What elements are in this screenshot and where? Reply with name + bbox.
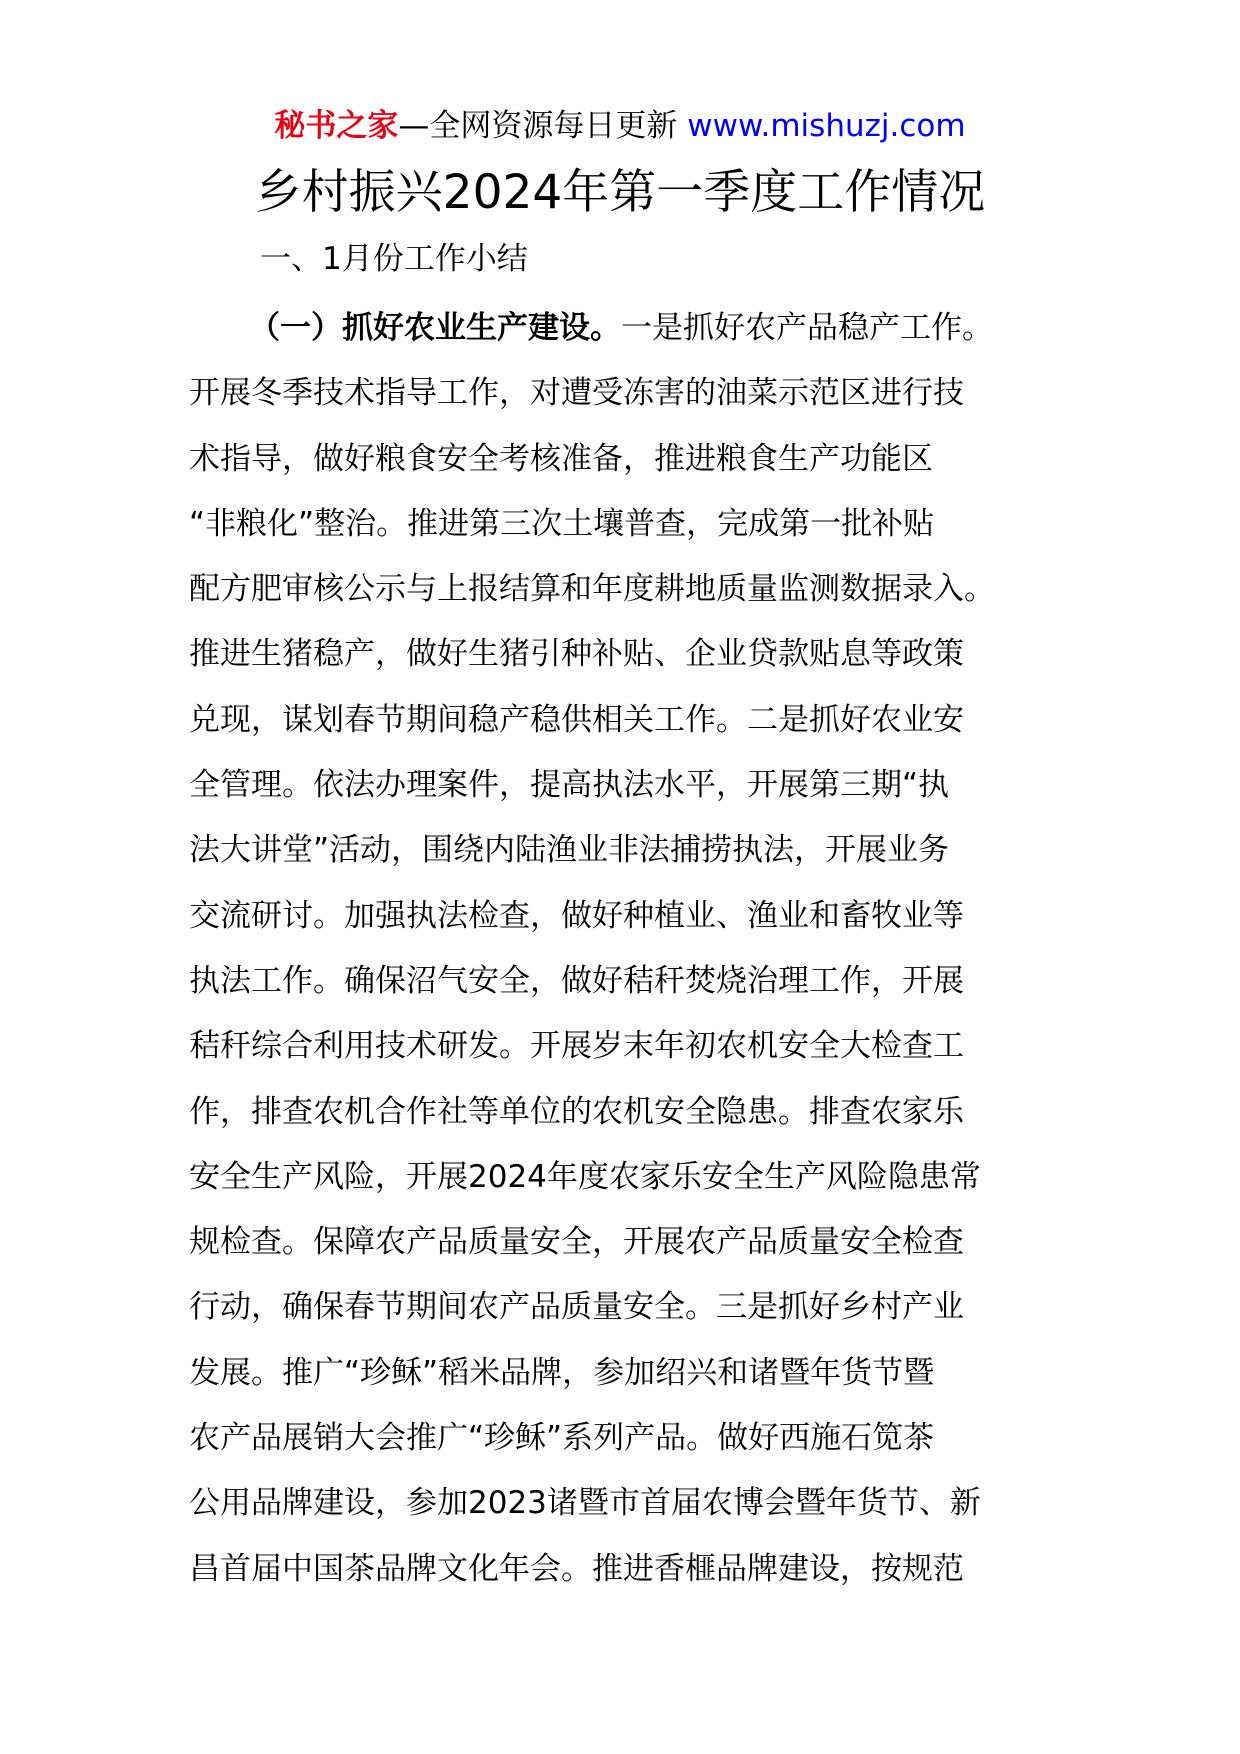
paragraph-line: 推进生猪稳产，做好生猪引种补贴、企业贷款贴息等政策 bbox=[189, 636, 964, 673]
paragraph-line: 行动，确保春节期间农产品质量安全。三是抓好乡村产业 bbox=[189, 1289, 964, 1326]
paragraph-line: 昌首届中国茶品牌文化年会。推进香榧品牌建设，按规范 bbox=[189, 1550, 964, 1587]
paragraph-line: 规检查。保障农产品质量安全，开展农产品质量安全检查 bbox=[189, 1224, 964, 1261]
paragraph-line-text: 一是抓好农产品稳产工作。 bbox=[621, 310, 993, 346]
document-title: 乡村振兴2024年第一季度工作情况 bbox=[254, 165, 986, 220]
banner-url[interactable]: www.mishuzj.com bbox=[687, 108, 966, 144]
site-banner bbox=[0, 102, 1240, 150]
paragraph-line: 公用品牌建设，参加2023诸暨市首届农博会暨年货节、新 bbox=[189, 1485, 981, 1522]
paragraph-line: 交流研讨。加强执法检查，做好种植业、渔业和畜牧业等 bbox=[189, 897, 964, 934]
paragraph-line: 执法工作。确保沼气安全，做好秸秆焚烧治理工作，开展 bbox=[189, 962, 964, 999]
banner-tagline: —全网资源每日更新 bbox=[398, 108, 678, 144]
paragraph-bold-lead: （一）抓好农业生产建设。 bbox=[249, 310, 621, 346]
paragraph-line: 配方肥审核公示与上报结算和年度耕地质量监测数据录入。 bbox=[189, 571, 995, 608]
body-paragraph bbox=[189, 296, 1059, 1602]
paragraph-line: 作，排查农机合作社等单位的农机安全隐患。排查农家乐 bbox=[189, 1093, 964, 1130]
paragraph-line: 发展。推广“珍稣”稻米品牌，参加绍兴和诸暨年货节暨 bbox=[189, 1354, 935, 1391]
paragraph-line: 农产品展销大会推广“珍稣”系列产品。做好西施石笕茶 bbox=[189, 1420, 935, 1457]
paragraph-line: 术指导，做好粮食安全考核准备，推进粮食生产功能区 bbox=[189, 440, 933, 477]
paragraph-line: 法大讲堂”活动，围绕内陆渔业非法捕捞执法，开展业务 bbox=[189, 832, 950, 869]
paragraph-line: 全管理。依法办理案件，提高执法水平，开展第三期“执 bbox=[189, 767, 950, 804]
paragraph-line: 兑现，谋划春节期间稳产稳供相关工作。二是抓好农业安 bbox=[189, 701, 964, 738]
paragraph-line: “非粮化”整治。推进第三次土壤普查，完成第一批补贴 bbox=[189, 505, 935, 542]
paragraph-line: 秸秆综合利用技术研发。开展岁末年初农机安全大检查工 bbox=[189, 1028, 964, 1065]
banner-brand: 秘书之家 bbox=[274, 108, 399, 144]
paragraph-line: 安全生产风险，开展2024年度农家乐安全生产风险隐患常 bbox=[189, 1158, 981, 1195]
paragraph-line: 开展冬季技术指导工作，对遭受冻害的油菜示范区进行技 bbox=[189, 375, 964, 412]
section-heading: 一、1月份工作小结 bbox=[260, 241, 528, 277]
paragraph-line bbox=[189, 296, 1059, 361]
